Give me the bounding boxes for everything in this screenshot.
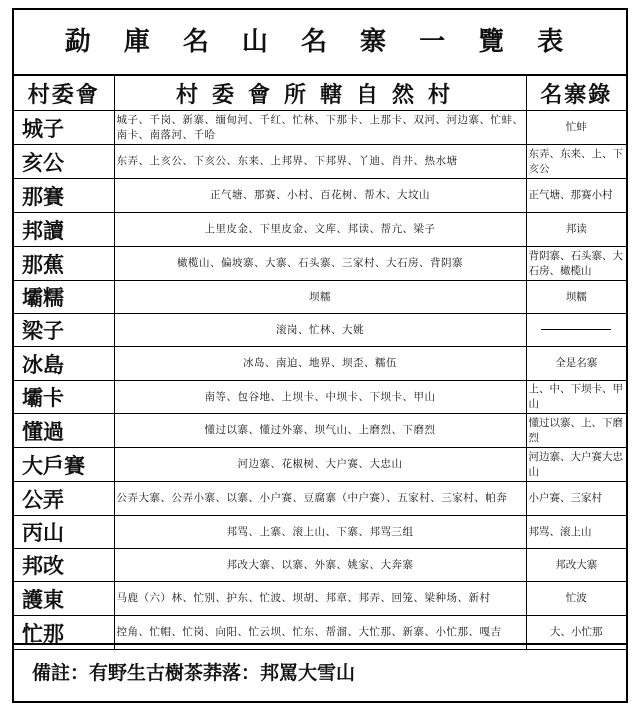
table-row	[14, 145, 626, 179]
committee-name: 那賽	[14, 179, 114, 213]
famous-villages: 懂过以寨、上、下磨烈	[526, 414, 626, 448]
famous-villages: 忙蚌	[526, 111, 626, 145]
committee-name: 大戶賽	[14, 448, 114, 482]
village-list: 公弄大寨、公弄小寨、以寨、小户赛、豆腐寨（中户赛）、五家村、三家村、帕奔	[114, 482, 526, 516]
famous-villages: 全是名寨	[526, 347, 626, 381]
table-row	[14, 381, 626, 414]
committee-name: 邦改	[14, 549, 114, 582]
table-row	[14, 414, 626, 448]
table-header-row	[14, 76, 626, 111]
famous-villages: 邦读	[526, 213, 626, 247]
famous-villages: 忙波	[526, 582, 626, 616]
empty-dash	[541, 329, 611, 330]
famous-villages: 小户赛、三家村	[526, 482, 626, 516]
committee-name: 公弄	[14, 482, 114, 516]
committee-name: 梁子	[14, 314, 114, 347]
village-list: 控角、忙帽、忙岗、向阳、忙云坝、忙东、帮溜、大忙那、新寨、小忙那、嘎吉	[114, 616, 526, 650]
committee-name: 忙那	[14, 616, 114, 650]
famous-villages: 背阴寨、石头寨、大石房、橄榄山	[526, 247, 626, 281]
page-title: 勐 庫 名 山 名 寨 一 覽 表	[14, 10, 626, 76]
committee-name: 邦讀	[14, 213, 114, 247]
table-row	[14, 482, 626, 516]
village-list: 懂过以寨、懂过外寨、坝气山、上磨烈、下磨烈	[114, 414, 526, 448]
village-list: 南等、包谷地、上坝卡、中坝卡、下坝卡、甲山	[114, 381, 526, 414]
table-row	[14, 247, 626, 281]
village-table	[14, 76, 626, 650]
header-famous: 名寨錄	[526, 76, 626, 111]
famous-villages: 河边寨、大户赛大忠山	[526, 448, 626, 482]
table-row	[14, 213, 626, 247]
famous-villages: 大、小忙那	[526, 616, 626, 650]
committee-name: 冰島	[14, 347, 114, 381]
village-list: 上里皮金、下里皮金、文库、邦读、帮亢、梁子	[114, 213, 526, 247]
village-list: 东弄、上亥公、下亥公、东来、上邦界、下邦界、丫迪、肖井、热水塘	[114, 145, 526, 179]
famous-villages: 邦改大寨	[526, 549, 626, 582]
famous-tea-mountains-sheet	[12, 8, 628, 703]
committee-name: 城子	[14, 111, 114, 145]
village-list: 邦骂、上寨、滚上山、下寨、邦骂三组	[114, 516, 526, 549]
committee-name: 懂過	[14, 414, 114, 448]
village-list: 滚岗、忙林、大姚	[114, 314, 526, 347]
table-row	[14, 111, 626, 145]
table-row	[14, 549, 626, 582]
committee-name: 護東	[14, 582, 114, 616]
famous-villages: 东弄、东来、上、下亥公	[526, 145, 626, 179]
table-row	[14, 582, 626, 616]
remark-note: 備註：有野生古樹茶莽落：邦罵大雪山	[14, 643, 626, 701]
village-list: 橄榄山、偏坡寨、大寨、石头寨、三家村、大石房、背阴寨	[114, 247, 526, 281]
village-list: 冰岛、南迫、地界、坝歪、糯伍	[114, 347, 526, 381]
famous-villages: 坝糯	[526, 281, 626, 314]
famous-villages: 上、中、下坝卡、甲山	[526, 381, 626, 414]
table-row	[14, 347, 626, 381]
committee-name: 壩卡	[14, 381, 114, 414]
table-row	[14, 314, 626, 347]
famous-villages	[526, 314, 626, 347]
table-row	[14, 281, 626, 314]
committee-name: 壩糯	[14, 281, 114, 314]
table-row	[14, 516, 626, 549]
famous-villages: 邦骂、滚上山	[526, 516, 626, 549]
village-list: 坝糯	[114, 281, 526, 314]
famous-villages: 正气塘、那赛小村	[526, 179, 626, 213]
table-row	[14, 179, 626, 213]
committee-name: 丙山	[14, 516, 114, 549]
village-list: 马鹿（六）林、忙别、护东、忙波、坝胡、邦章、邦弄、回笼、梁种场、新村	[114, 582, 526, 616]
village-list: 河边寨、花椒树、大户赛、大忠山	[114, 448, 526, 482]
header-villages: 村委會所轄自然村	[114, 76, 526, 111]
table-row	[14, 448, 626, 482]
committee-name: 那蕉	[14, 247, 114, 281]
village-list: 邦改大寨、以寨、外寨、姚家、大奔寨	[114, 549, 526, 582]
committee-name: 亥公	[14, 145, 114, 179]
header-committee: 村委會	[14, 76, 114, 111]
village-list: 城子、千岗、新寨、缅甸河、千红、忙林、下那卡、上那卡、双河、河边寨、忙蚌、南卡、南落河、千哈	[114, 111, 526, 145]
village-list: 正气塘、那赛、小村、百花树、帮木、大坟山	[114, 179, 526, 213]
